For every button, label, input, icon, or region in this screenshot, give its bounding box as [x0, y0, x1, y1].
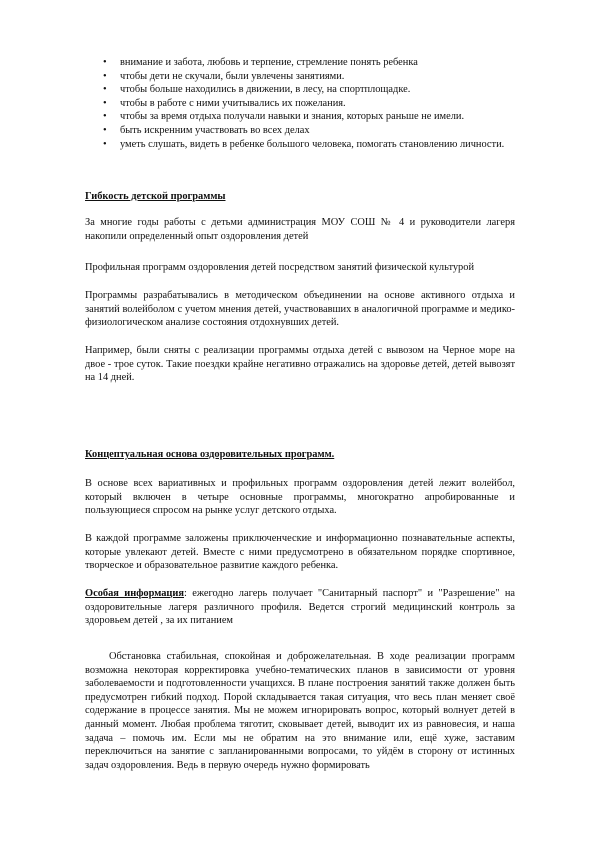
paragraph: За многие годы работы с детьми администрация МОУ СОШ № 4 и руководители лагеря накопили определенный опыт оздоровления детей	[85, 217, 515, 242]
list-item	[85, 83, 525, 97]
bullet-icon: •	[103, 97, 107, 109]
list-item-text: уметь слушать, видеть в ребенке большого человека, помогать становлению личности.	[120, 138, 505, 150]
paragraph: В каждой программе заложены приключенческие и информационно познавательные аспекты, которые увлекают детей. Вместе с ними предусмотрено в обязательном порядке спортивное, творческое и образовательное развитие каждого ребенка.	[85, 533, 515, 572]
bullet-icon: •	[103, 70, 107, 82]
paragraph: Профильная программ оздоровления детей посредством занятий физической культурой	[85, 262, 475, 273]
list-item-text: чтобы в работе с ними учитывались их пожелания.	[120, 97, 346, 109]
list-item-text: внимание и забота, любовь и терпение, стремление понять ребенка	[120, 57, 418, 68]
paragraph: В основе всех вариативных и профильных программ оздоровления детей лежит волейбол, который включен в четыре основные программы, многократно апробированные и пользующиеся спросом на рынке услуг детского отдыха.	[85, 478, 515, 517]
bullet-icon: •	[103, 111, 107, 123]
list-item-text: чтобы дети не скучали, были увлечены занятиями.	[120, 70, 345, 82]
list-item-text: чтобы больше находились в движении, в лесу, на спортплощадке.	[120, 84, 411, 96]
bullet-icon: •	[103, 84, 107, 96]
list-item-text: чтобы за время отдыха получали навыки и знания, которых раньше не имели.	[120, 111, 465, 123]
bullet-icon: •	[103, 138, 107, 150]
section-heading: Гибкость детской программы	[85, 191, 226, 202]
list-item	[85, 124, 525, 138]
paragraph: Обстановка стабильная, спокойная и доброжелательная. В ходе реализации программ возможна некоторая корректировка учебно-тематических планов в зависимости от уровня заболеваемости и подготовленности учащихся. В плане построения занятий также должен быть предусмотрен гибкий подход. Порой складывается такая ситуация, что весь план меняет своё содержание в процессе занятия. Мы не можем игнорировать вопрос, который волнует детей в данный момент. Любая проблема тяготит, сковывает детей, выводит их из равновесия, и наша задача – помочь им. Если мы не обратим на это внимание или, ещё хуже, заставим переключиться на занятие с запланированными вопросами, то уйдём в сторону от истинных задач оздоровления. Ведь в первую очередь нужно формировать	[85, 651, 515, 771]
bullet-icon: •	[103, 57, 107, 68]
bullet-icon: •	[103, 124, 107, 136]
special-info-paragraph	[85, 587, 515, 628]
list-item-text: быть искренним участвовать во всех делах	[120, 124, 310, 136]
section-heading: Концептуальная основа оздоровительных программ.	[85, 449, 335, 460]
list-item	[85, 56, 525, 70]
bullet-list	[85, 56, 525, 151]
list-item	[85, 110, 525, 124]
list-item	[85, 97, 525, 111]
special-info-text: : ежегодно лагерь получает "Санитарный паспорт" и "Разрешение" на оздоровительные лагеря различного профиля. Ведется строгий медицинский контроль за здоровьем детей , за их питанием	[85, 588, 515, 627]
special-info-label: Особая информация	[85, 588, 185, 599]
paragraph: Например, были сняты с реализации программы отдыха детей с вывозом на Черное море на двое - трое суток. Такие поездки крайне негативно отражались на здоровье детей, детей вывозят на 14 дней.	[85, 345, 515, 384]
paragraph: Программы разрабатывались в методическом объединении на основе активного отдыха и занятий волейболом с учетом мнения детей, участвовавших в аналогичной программе и медико-физиологическом анализе состояния отдохнувших детей.	[85, 290, 515, 329]
list-item	[85, 70, 525, 84]
list-item	[85, 138, 525, 152]
